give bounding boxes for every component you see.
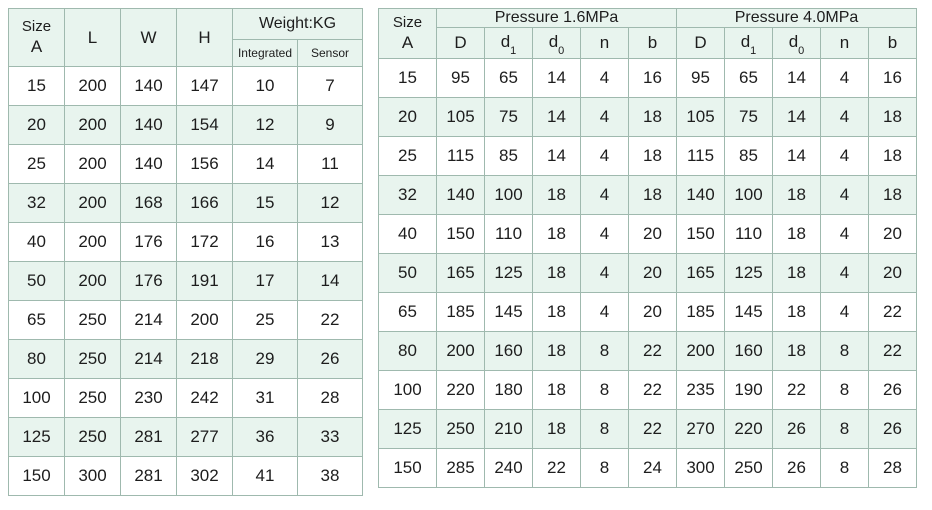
cell-p40-D: 300 bbox=[677, 449, 725, 488]
cell-size: 125 bbox=[379, 410, 437, 449]
dimension-table bbox=[8, 8, 363, 496]
cell-p40-D: 105 bbox=[677, 98, 725, 137]
cell-p40-D: 235 bbox=[677, 371, 725, 410]
cell-p16-D: 165 bbox=[437, 254, 485, 293]
cell-p40-D: 200 bbox=[677, 332, 725, 371]
cell-p40-n: 8 bbox=[821, 332, 869, 371]
cell-p16-n: 4 bbox=[581, 59, 629, 98]
table-row bbox=[9, 184, 363, 223]
table-row bbox=[379, 98, 917, 137]
cell-p16-n: 4 bbox=[581, 137, 629, 176]
dimension-table-header bbox=[9, 9, 363, 67]
cell-p40-b: 18 bbox=[869, 176, 917, 215]
cell-p16-b: 22 bbox=[629, 332, 677, 371]
cell-width: 281 bbox=[121, 457, 177, 496]
cell-weight-integrated: 10 bbox=[233, 67, 298, 106]
cell-height: 156 bbox=[177, 145, 233, 184]
cell-p16-b: 18 bbox=[629, 137, 677, 176]
header-pressure-40: Pressure 4.0MPa bbox=[677, 9, 917, 28]
cell-p16-n: 8 bbox=[581, 410, 629, 449]
cell-p40-n: 4 bbox=[821, 176, 869, 215]
cell-p16-d0: 14 bbox=[533, 98, 581, 137]
cell-p40-d1: 100 bbox=[725, 176, 773, 215]
cell-p40-d1: 65 bbox=[725, 59, 773, 98]
cell-p16-d0: 18 bbox=[533, 332, 581, 371]
cell-p16-n: 8 bbox=[581, 332, 629, 371]
flange-pressure-table-body bbox=[379, 59, 917, 488]
cell-p40-b: 22 bbox=[869, 332, 917, 371]
cell-weight-integrated: 15 bbox=[233, 184, 298, 223]
cell-p40-d1: 75 bbox=[725, 98, 773, 137]
header-weight-integrated: Integrated bbox=[233, 40, 298, 67]
cell-weight-sensor: 9 bbox=[298, 106, 363, 145]
cell-p40-n: 4 bbox=[821, 254, 869, 293]
cell-height: 147 bbox=[177, 67, 233, 106]
cell-p40-b: 28 bbox=[869, 449, 917, 488]
cell-size: 50 bbox=[379, 254, 437, 293]
cell-p16-d0: 18 bbox=[533, 371, 581, 410]
header-size bbox=[379, 9, 437, 59]
cell-length: 200 bbox=[65, 145, 121, 184]
cell-p16-D: 115 bbox=[437, 137, 485, 176]
header-size-unit: A bbox=[30, 37, 43, 57]
cell-width: 176 bbox=[121, 262, 177, 301]
cell-p40-d1: 145 bbox=[725, 293, 773, 332]
table-row bbox=[9, 301, 363, 340]
cell-p40-D: 150 bbox=[677, 215, 725, 254]
cell-height: 277 bbox=[177, 418, 233, 457]
cell-p40-n: 4 bbox=[821, 293, 869, 332]
cell-p40-d0: 14 bbox=[773, 137, 821, 176]
table-row bbox=[379, 371, 917, 410]
flange-pressure-table-container bbox=[378, 8, 917, 488]
cell-size: 50 bbox=[9, 262, 65, 301]
cell-p16-d1: 85 bbox=[485, 137, 533, 176]
table-row bbox=[9, 145, 363, 184]
cell-p16-d1: 210 bbox=[485, 410, 533, 449]
cell-weight-integrated: 12 bbox=[233, 106, 298, 145]
cell-p16-D: 285 bbox=[437, 449, 485, 488]
cell-p16-b: 18 bbox=[629, 176, 677, 215]
cell-p40-d0: 26 bbox=[773, 449, 821, 488]
cell-size: 25 bbox=[379, 137, 437, 176]
cell-p40-d1: 220 bbox=[725, 410, 773, 449]
cell-size: 15 bbox=[379, 59, 437, 98]
cell-p16-b: 24 bbox=[629, 449, 677, 488]
cell-p40-n: 4 bbox=[821, 59, 869, 98]
cell-p16-D: 220 bbox=[437, 371, 485, 410]
cell-p16-d1: 125 bbox=[485, 254, 533, 293]
header-p40-D: D bbox=[677, 28, 725, 59]
cell-size: 15 bbox=[9, 67, 65, 106]
cell-length: 200 bbox=[65, 262, 121, 301]
cell-size: 150 bbox=[379, 449, 437, 488]
cell-p40-d0: 18 bbox=[773, 176, 821, 215]
cell-p40-b: 20 bbox=[869, 215, 917, 254]
cell-weight-sensor: 11 bbox=[298, 145, 363, 184]
cell-p16-b: 16 bbox=[629, 59, 677, 98]
cell-weight-integrated: 17 bbox=[233, 262, 298, 301]
header-size-label: Size bbox=[21, 17, 52, 35]
cell-weight-sensor: 33 bbox=[298, 418, 363, 457]
cell-width: 214 bbox=[121, 301, 177, 340]
cell-p40-b: 18 bbox=[869, 137, 917, 176]
cell-weight-sensor: 13 bbox=[298, 223, 363, 262]
cell-p40-d1: 110 bbox=[725, 215, 773, 254]
header-p16-d1: $d_1$ bbox=[485, 28, 533, 59]
cell-p16-d1: 65 bbox=[485, 59, 533, 98]
cell-width: 140 bbox=[121, 67, 177, 106]
cell-size: 25 bbox=[9, 145, 65, 184]
cell-width: 281 bbox=[121, 418, 177, 457]
cell-p16-n: 8 bbox=[581, 371, 629, 410]
table-row bbox=[9, 223, 363, 262]
cell-length: 200 bbox=[65, 184, 121, 223]
cell-size: 32 bbox=[9, 184, 65, 223]
cell-p16-d1: 100 bbox=[485, 176, 533, 215]
cell-p16-n: 4 bbox=[581, 293, 629, 332]
dimension-table-body bbox=[9, 67, 363, 496]
header-p40-d1: $d_1$ bbox=[725, 28, 773, 59]
cell-p16-d1: 110 bbox=[485, 215, 533, 254]
flange-pressure-table bbox=[378, 8, 917, 488]
cell-p16-b: 22 bbox=[629, 371, 677, 410]
cell-size: 65 bbox=[9, 301, 65, 340]
cell-p16-b: 20 bbox=[629, 293, 677, 332]
header-size-unit: A bbox=[401, 33, 414, 53]
cell-p40-b: 18 bbox=[869, 98, 917, 137]
cell-length: 250 bbox=[65, 301, 121, 340]
cell-size: 100 bbox=[379, 371, 437, 410]
cell-p16-n: 4 bbox=[581, 176, 629, 215]
cell-p40-n: 8 bbox=[821, 410, 869, 449]
cell-p40-D: 115 bbox=[677, 137, 725, 176]
cell-p16-d1: 240 bbox=[485, 449, 533, 488]
cell-height: 200 bbox=[177, 301, 233, 340]
cell-length: 250 bbox=[65, 379, 121, 418]
cell-p40-n: 4 bbox=[821, 137, 869, 176]
cell-p40-d1: 190 bbox=[725, 371, 773, 410]
cell-p16-d1: 75 bbox=[485, 98, 533, 137]
cell-size: 80 bbox=[9, 340, 65, 379]
cell-width: 176 bbox=[121, 223, 177, 262]
cell-weight-sensor: 22 bbox=[298, 301, 363, 340]
cell-p40-D: 165 bbox=[677, 254, 725, 293]
cell-weight-sensor: 12 bbox=[298, 184, 363, 223]
cell-p16-d0: 18 bbox=[533, 293, 581, 332]
cell-p40-D: 270 bbox=[677, 410, 725, 449]
cell-p16-n: 4 bbox=[581, 215, 629, 254]
cell-length: 300 bbox=[65, 457, 121, 496]
cell-p16-D: 95 bbox=[437, 59, 485, 98]
cell-p16-d0: 18 bbox=[533, 254, 581, 293]
cell-p40-D: 185 bbox=[677, 293, 725, 332]
cell-size: 20 bbox=[9, 106, 65, 145]
cell-p40-b: 20 bbox=[869, 254, 917, 293]
cell-p40-b: 26 bbox=[869, 371, 917, 410]
cell-length: 200 bbox=[65, 67, 121, 106]
header-p16-d0: $d_0$ bbox=[533, 28, 581, 59]
cell-p16-D: 140 bbox=[437, 176, 485, 215]
cell-size: 65 bbox=[379, 293, 437, 332]
cell-p16-d0: 14 bbox=[533, 59, 581, 98]
table-row bbox=[9, 340, 363, 379]
cell-width: 214 bbox=[121, 340, 177, 379]
cell-weight-sensor: 26 bbox=[298, 340, 363, 379]
header-weight-sensor: Sensor bbox=[298, 40, 363, 67]
table-row bbox=[9, 262, 363, 301]
table-row bbox=[379, 215, 917, 254]
cell-p40-d0: 26 bbox=[773, 410, 821, 449]
table-row bbox=[9, 67, 363, 106]
cell-width: 140 bbox=[121, 145, 177, 184]
cell-weight-sensor: 14 bbox=[298, 262, 363, 301]
cell-p16-b: 18 bbox=[629, 98, 677, 137]
cell-size: 40 bbox=[379, 215, 437, 254]
cell-weight-integrated: 36 bbox=[233, 418, 298, 457]
cell-p16-b: 20 bbox=[629, 254, 677, 293]
cell-p40-d0: 14 bbox=[773, 98, 821, 137]
table-row bbox=[9, 379, 363, 418]
cell-p16-D: 105 bbox=[437, 98, 485, 137]
cell-p16-D: 185 bbox=[437, 293, 485, 332]
cell-p16-D: 200 bbox=[437, 332, 485, 371]
cell-size: 32 bbox=[379, 176, 437, 215]
cell-weight-sensor: 28 bbox=[298, 379, 363, 418]
cell-height: 166 bbox=[177, 184, 233, 223]
dimension-table-container bbox=[8, 8, 363, 496]
cell-length: 250 bbox=[65, 340, 121, 379]
header-weight-group: Weight:KG bbox=[233, 9, 363, 40]
cell-height: 218 bbox=[177, 340, 233, 379]
cell-p40-d1: 85 bbox=[725, 137, 773, 176]
cell-weight-integrated: 41 bbox=[233, 457, 298, 496]
cell-height: 242 bbox=[177, 379, 233, 418]
cell-p40-d1: 125 bbox=[725, 254, 773, 293]
table-row bbox=[9, 418, 363, 457]
cell-height: 172 bbox=[177, 223, 233, 262]
cell-p40-d1: 250 bbox=[725, 449, 773, 488]
cell-p16-n: 4 bbox=[581, 254, 629, 293]
cell-p40-d0: 18 bbox=[773, 254, 821, 293]
cell-length: 250 bbox=[65, 418, 121, 457]
cell-p40-d0: 18 bbox=[773, 293, 821, 332]
cell-size: 80 bbox=[379, 332, 437, 371]
cell-p16-d0: 22 bbox=[533, 449, 581, 488]
table-row bbox=[379, 254, 917, 293]
header-length: L bbox=[65, 9, 121, 67]
table-row bbox=[379, 59, 917, 98]
cell-height: 191 bbox=[177, 262, 233, 301]
cell-height: 154 bbox=[177, 106, 233, 145]
table-row bbox=[379, 332, 917, 371]
table-row bbox=[379, 293, 917, 332]
cell-height: 302 bbox=[177, 457, 233, 496]
cell-p16-d1: 145 bbox=[485, 293, 533, 332]
cell-size: 125 bbox=[9, 418, 65, 457]
cell-p40-n: 4 bbox=[821, 215, 869, 254]
table-row bbox=[379, 410, 917, 449]
cell-weight-integrated: 25 bbox=[233, 301, 298, 340]
header-p40-b: b bbox=[869, 28, 917, 59]
cell-p16-n: 4 bbox=[581, 98, 629, 137]
cell-p40-d1: 160 bbox=[725, 332, 773, 371]
cell-p16-D: 250 bbox=[437, 410, 485, 449]
cell-p40-d0: 14 bbox=[773, 59, 821, 98]
cell-p16-b: 22 bbox=[629, 410, 677, 449]
header-p40-n: n bbox=[821, 28, 869, 59]
cell-weight-sensor: 38 bbox=[298, 457, 363, 496]
header-p40-d0: $d_0$ bbox=[773, 28, 821, 59]
header-p16-b: b bbox=[629, 28, 677, 59]
header-pressure-16: Pressure 1.6MPa bbox=[437, 9, 677, 28]
cell-size: 40 bbox=[9, 223, 65, 262]
cell-p40-n: 8 bbox=[821, 371, 869, 410]
cell-p40-D: 95 bbox=[677, 59, 725, 98]
cell-weight-sensor: 7 bbox=[298, 67, 363, 106]
cell-weight-integrated: 31 bbox=[233, 379, 298, 418]
cell-width: 168 bbox=[121, 184, 177, 223]
header-size bbox=[9, 9, 65, 67]
header-width: W bbox=[121, 9, 177, 67]
cell-p16-d1: 180 bbox=[485, 371, 533, 410]
table-row bbox=[379, 449, 917, 488]
table-row bbox=[379, 176, 917, 215]
header-size-label: Size bbox=[392, 13, 423, 31]
cell-weight-integrated: 14 bbox=[233, 145, 298, 184]
cell-p16-d0: 14 bbox=[533, 137, 581, 176]
cell-p40-D: 140 bbox=[677, 176, 725, 215]
cell-p40-b: 16 bbox=[869, 59, 917, 98]
cell-p16-d0: 18 bbox=[533, 215, 581, 254]
flange-pressure-subheader-row bbox=[379, 28, 917, 59]
cell-length: 200 bbox=[65, 223, 121, 262]
table-row bbox=[379, 137, 917, 176]
cell-p40-b: 26 bbox=[869, 410, 917, 449]
cell-p16-b: 20 bbox=[629, 215, 677, 254]
cell-p16-d0: 18 bbox=[533, 410, 581, 449]
cell-p16-n: 8 bbox=[581, 449, 629, 488]
cell-p16-d1: 160 bbox=[485, 332, 533, 371]
table-row bbox=[9, 457, 363, 496]
cell-width: 140 bbox=[121, 106, 177, 145]
cell-length: 200 bbox=[65, 106, 121, 145]
cell-weight-integrated: 29 bbox=[233, 340, 298, 379]
cell-p40-n: 8 bbox=[821, 449, 869, 488]
cell-width: 230 bbox=[121, 379, 177, 418]
header-p16-D: D bbox=[437, 28, 485, 59]
cell-p40-d0: 18 bbox=[773, 215, 821, 254]
cell-weight-integrated: 16 bbox=[233, 223, 298, 262]
cell-p40-d0: 22 bbox=[773, 371, 821, 410]
flange-pressure-table-header bbox=[379, 9, 917, 59]
header-p16-n: n bbox=[581, 28, 629, 59]
cell-p16-D: 150 bbox=[437, 215, 485, 254]
cell-size: 100 bbox=[9, 379, 65, 418]
cell-size: 150 bbox=[9, 457, 65, 496]
cell-p16-d0: 18 bbox=[533, 176, 581, 215]
header-height: H bbox=[177, 9, 233, 67]
cell-p40-b: 22 bbox=[869, 293, 917, 332]
table-row bbox=[9, 106, 363, 145]
cell-p40-n: 4 bbox=[821, 98, 869, 137]
cell-size: 20 bbox=[379, 98, 437, 137]
cell-p40-d0: 18 bbox=[773, 332, 821, 371]
